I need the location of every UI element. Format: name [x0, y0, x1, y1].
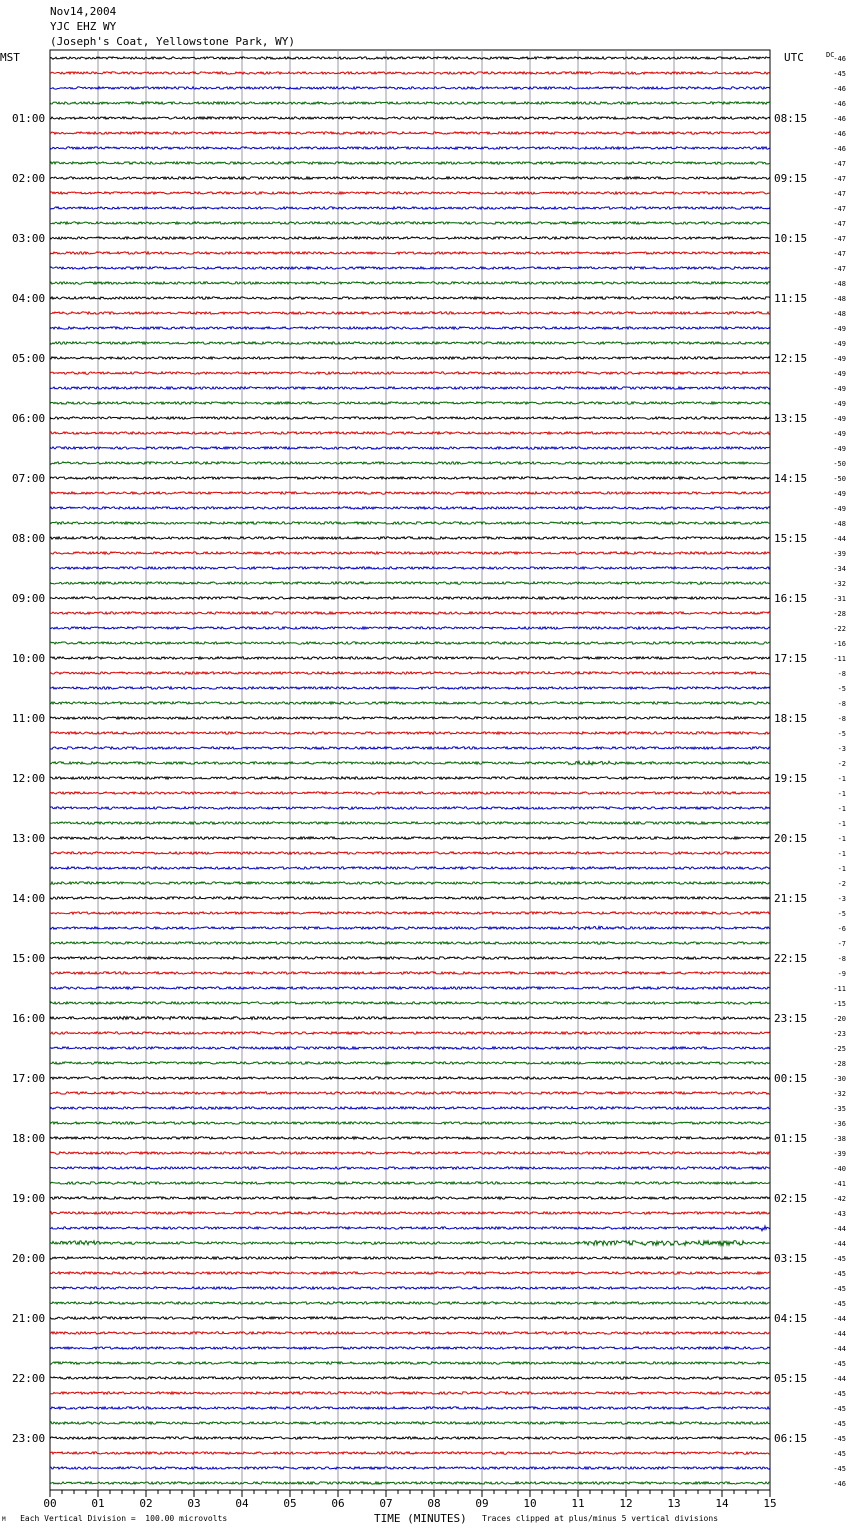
dc-offset-label: -46: [833, 85, 846, 93]
x-tick-label: 13: [667, 1497, 681, 1510]
dc-offset-label: -46: [833, 100, 846, 108]
dc-offset-label: -49: [833, 325, 846, 333]
header-station: YJC EHZ WY: [50, 20, 117, 33]
seismic-trace: [50, 1422, 770, 1424]
seismic-trace: [50, 1437, 770, 1439]
x-tick-label: 02: [139, 1497, 153, 1510]
seismic-trace: [50, 222, 770, 224]
dc-offset-label: -47: [833, 205, 846, 213]
dc-offset-label: -28: [833, 1060, 846, 1068]
seismic-trace: [50, 1226, 770, 1231]
seismic-trace: [50, 1241, 770, 1246]
seismic-trace: [50, 1197, 770, 1199]
dc-offset-label: -34: [833, 565, 846, 573]
dc-offset-label: -8: [837, 715, 846, 723]
seismic-trace: [50, 1467, 770, 1469]
seismic-trace: [50, 177, 770, 179]
seismic-trace: [50, 732, 770, 734]
utc-hour-label: 04:15: [774, 1312, 808, 1325]
scale-note: [2, 1514, 227, 1523]
mst-hour-label: 20:00: [12, 1252, 46, 1265]
dc-offset-label: -45: [833, 1255, 846, 1263]
x-tick-label: 00: [43, 1497, 57, 1510]
mst-hour-label: 16:00: [12, 1012, 46, 1025]
seismic-trace: [50, 582, 770, 584]
seismic-trace: [50, 327, 770, 329]
seismic-trace: [50, 387, 770, 389]
utc-hour-label: 06:15: [774, 1432, 808, 1445]
dc-offset-label: -22: [833, 625, 846, 633]
seismic-trace: [50, 807, 770, 809]
seismic-trace: [50, 447, 770, 449]
dc-offset-label: -15: [833, 1000, 846, 1008]
x-tick-label: 03: [187, 1497, 201, 1510]
seismic-trace: [50, 237, 770, 239]
seismic-trace: [50, 761, 770, 765]
seismic-trace: [50, 1377, 770, 1379]
dc-offset-label: -45: [833, 1285, 846, 1293]
dc-offset-label: -47: [833, 160, 846, 168]
dc-axis-label: DC: [826, 51, 835, 59]
seismic-trace: [50, 837, 770, 839]
seismic-trace: [50, 537, 770, 539]
seismic-trace: [50, 897, 770, 899]
seismic-trace: [50, 1407, 770, 1409]
dc-offset-label: -44: [833, 1240, 846, 1248]
mst-hour-label: 13:00: [12, 832, 46, 845]
seismic-trace: [50, 507, 770, 509]
seismic-trace: [50, 1287, 770, 1289]
dc-offset-label: -46: [833, 1480, 846, 1488]
seismic-trace: [50, 147, 770, 149]
dc-offset-label: -1: [837, 805, 846, 813]
utc-hour-label: 20:15: [774, 832, 808, 845]
utc-hour-label: 02:15: [774, 1192, 808, 1205]
utc-hour-label: 19:15: [774, 772, 808, 785]
mst-hour-label: 12:00: [12, 772, 46, 785]
seismic-trace: [50, 926, 770, 929]
dc-offset-label: -44: [833, 1375, 846, 1383]
seismic-trace: [50, 1392, 770, 1394]
dc-offset-label: -23: [833, 1030, 846, 1038]
dc-offset-label: -49: [833, 385, 846, 393]
utc-hour-label: 23:15: [774, 1012, 808, 1025]
utc-hour-label: 21:15: [774, 892, 808, 905]
dc-offset-label: -41: [833, 1180, 846, 1188]
x-tick-label: 07: [379, 1497, 393, 1510]
seismic-trace: [50, 1182, 770, 1184]
seismic-trace: [50, 102, 770, 104]
dc-offset-label: -11: [833, 985, 846, 993]
dc-offset-label: -50: [833, 475, 846, 483]
seismic-trace: [50, 252, 770, 254]
x-tick-label: 06: [331, 1497, 345, 1510]
seismic-trace: [50, 717, 770, 719]
seismic-trace: [50, 672, 770, 674]
dc-offset-label: -45: [833, 1360, 846, 1368]
seismic-trace: [50, 357, 770, 359]
dc-offset-label: -45: [833, 1465, 846, 1473]
seismic-trace: [50, 747, 770, 749]
dc-offset-label: -8: [837, 670, 846, 678]
seismic-trace: [50, 777, 770, 779]
seismic-trace: [50, 657, 770, 659]
dc-offset-label: -8: [837, 700, 846, 708]
x-tick-label: 05: [283, 1497, 297, 1510]
dc-offset-label: -49: [833, 340, 846, 348]
mst-hour-label: 21:00: [12, 1312, 46, 1325]
seismic-trace: [50, 297, 770, 299]
seismic-trace: [50, 642, 770, 644]
mst-axis-label: MST: [0, 51, 20, 64]
dc-offset-labels: [833, 55, 846, 1488]
seismic-trace: [50, 1047, 770, 1049]
dc-offset-label: -3: [837, 895, 846, 903]
dc-offset-label: -32: [833, 1090, 846, 1098]
seismic-trace: [50, 192, 770, 194]
seismic-trace: [50, 1092, 770, 1094]
dc-offset-label: -5: [837, 730, 846, 738]
seismic-trace: [50, 822, 770, 824]
seismic-trace: [50, 567, 770, 569]
seismic-trace: [50, 1077, 770, 1079]
mst-hour-label: 07:00: [12, 472, 46, 485]
dc-offset-label: -47: [833, 265, 846, 273]
dc-offset-label: -7: [837, 940, 846, 948]
seismic-trace: [50, 1017, 770, 1020]
dc-offset-label: -44: [833, 535, 846, 543]
dc-offset-label: -2: [837, 760, 846, 768]
x-tick-label: 12: [619, 1497, 633, 1510]
x-tick-label: 01: [91, 1497, 105, 1510]
dc-offset-label: -40: [833, 1165, 846, 1173]
dc-offset-label: -46: [833, 130, 846, 138]
seismic-trace: [50, 1122, 770, 1124]
seismic-trace: [50, 1152, 770, 1154]
x-tick-label: 08: [427, 1497, 441, 1510]
seismic-trace: [50, 1347, 770, 1349]
dc-offset-label: -46: [833, 55, 846, 63]
seismic-trace: [50, 492, 770, 494]
dc-offset-label: -1: [837, 865, 846, 873]
dc-offset-label: -32: [833, 580, 846, 588]
seismic-trace: [50, 1032, 770, 1034]
utc-hour-label: 10:15: [774, 232, 808, 245]
seismic-trace: [50, 612, 770, 614]
x-tick-label: 04: [235, 1497, 249, 1510]
mst-hour-label: 23:00: [12, 1432, 46, 1445]
utc-hour-labels: [774, 112, 807, 1445]
seismic-trace: [50, 1332, 770, 1334]
utc-hour-label: 14:15: [774, 472, 808, 485]
dc-offset-label: -47: [833, 190, 846, 198]
seismic-trace: [50, 1362, 770, 1364]
dc-offset-label: -6: [837, 925, 846, 933]
mst-hour-label: 10:00: [12, 652, 46, 665]
dc-offset-label: -48: [833, 520, 846, 528]
utc-hour-label: 16:15: [774, 592, 808, 605]
dc-offset-label: -47: [833, 220, 846, 228]
mst-hour-label: 17:00: [12, 1072, 46, 1085]
utc-hour-label: 09:15: [774, 172, 808, 185]
seismic-trace: [50, 957, 770, 959]
mst-hour-label: 19:00: [12, 1192, 46, 1205]
dc-offset-label: -38: [833, 1135, 846, 1143]
dc-offset-label: -49: [833, 355, 846, 363]
dc-offset-label: -1: [837, 775, 846, 783]
seismic-trace: [50, 402, 770, 404]
seismic-trace: [50, 57, 770, 59]
dc-offset-label: -45: [833, 1405, 846, 1413]
dc-offset-label: -1: [837, 790, 846, 798]
dc-offset-label: -47: [833, 235, 846, 243]
seismic-trace: [50, 162, 770, 164]
dc-offset-label: -1: [837, 835, 846, 843]
seismic-trace: [50, 552, 770, 554]
utc-hour-label: 11:15: [774, 292, 808, 305]
seismic-trace: [50, 1317, 770, 1319]
dc-offset-label: -43: [833, 1210, 846, 1218]
seismic-trace: [50, 1062, 770, 1064]
seismic-trace: [50, 882, 770, 884]
seismic-trace: [50, 207, 770, 209]
seismic-trace: [50, 1452, 770, 1454]
dc-offset-label: -9: [837, 970, 846, 978]
dc-offset-label: -48: [833, 280, 846, 288]
utc-hour-label: 13:15: [774, 412, 808, 425]
dc-offset-label: -25: [833, 1045, 846, 1053]
dc-offset-label: -49: [833, 400, 846, 408]
trace-group: [50, 57, 770, 1484]
dc-offset-label: -1: [837, 850, 846, 858]
scale-note-text: Each Vertical Division = 100.00 microvolts: [20, 1514, 228, 1523]
mst-hour-labels: [12, 112, 45, 1445]
mst-hour-label: 04:00: [12, 292, 46, 305]
mst-hour-label: 03:00: [12, 232, 46, 245]
utc-hour-label: 05:15: [774, 1372, 808, 1385]
utc-hour-label: 12:15: [774, 352, 808, 365]
mst-hour-label: 18:00: [12, 1132, 46, 1145]
dc-offset-label: -47: [833, 250, 846, 258]
mst-hour-label: 14:00: [12, 892, 46, 905]
dc-offset-label: -39: [833, 550, 846, 558]
seismic-trace: [50, 1137, 770, 1139]
seismic-trace: [50, 1002, 770, 1004]
dc-offset-label: -47: [833, 175, 846, 183]
x-axis-title: TIME (MINUTES): [374, 1512, 467, 1525]
seismic-trace: [50, 987, 770, 989]
seismic-trace: [50, 117, 770, 119]
dc-offset-label: -48: [833, 310, 846, 318]
dc-offset-label: -46: [833, 145, 846, 153]
dc-offset-label: -45: [833, 1435, 846, 1443]
seismic-trace: [50, 942, 770, 944]
x-tick-label: 09: [475, 1497, 489, 1510]
seismic-trace: [50, 912, 770, 914]
dc-offset-label: -45: [833, 1300, 846, 1308]
seismic-trace: [50, 342, 770, 344]
dc-offset-label: -39: [833, 1150, 846, 1158]
header-location: (Joseph's Coat, Yellowstone Park, WY): [50, 35, 296, 48]
dc-offset-label: -5: [837, 910, 846, 918]
seismic-trace: [50, 462, 770, 464]
dc-offset-label: -49: [833, 505, 846, 513]
utc-hour-label: 17:15: [774, 652, 808, 665]
seismic-trace: [50, 1302, 770, 1304]
dc-offset-label: -50: [833, 460, 846, 468]
dc-offset-label: -20: [833, 1015, 846, 1023]
dc-offset-label: -35: [833, 1105, 846, 1113]
dc-offset-label: -49: [833, 370, 846, 378]
dc-offset-label: -45: [833, 70, 846, 78]
seismic-trace: [50, 687, 770, 689]
utc-hour-label: 15:15: [774, 532, 808, 545]
seismic-trace: [50, 1212, 770, 1214]
utc-hour-label: 22:15: [774, 952, 808, 965]
seismic-trace: [50, 972, 770, 974]
header-date: Nov14,2004: [50, 5, 117, 18]
dc-offset-label: -16: [833, 640, 846, 648]
mst-hour-label: 05:00: [12, 352, 46, 365]
dc-offset-label: -42: [833, 1195, 846, 1203]
seismic-trace: [50, 702, 770, 704]
mst-hour-label: 08:00: [12, 532, 46, 545]
dc-offset-label: -44: [833, 1330, 846, 1338]
seismic-trace: [50, 417, 770, 419]
dc-offset-label: -11: [833, 655, 846, 663]
clip-note: Traces clipped at plus/minus 5 vertical divisions: [482, 1514, 719, 1523]
dc-offset-label: -48: [833, 295, 846, 303]
seismic-trace: [50, 1107, 770, 1109]
dc-offset-label: -1: [837, 820, 846, 828]
mst-hour-label: 09:00: [12, 592, 46, 605]
seismic-trace: [50, 1167, 770, 1169]
mst-hour-label: 01:00: [12, 112, 46, 125]
seismic-trace: [50, 87, 770, 89]
dc-offset-label: -49: [833, 415, 846, 423]
seismic-trace: [50, 432, 770, 434]
dc-offset-label: -45: [833, 1420, 846, 1428]
utc-hour-label: 01:15: [774, 1132, 808, 1145]
x-tick-label: 11: [571, 1497, 585, 1510]
dc-offset-label: -30: [833, 1075, 846, 1083]
x-tick-label: 10: [523, 1497, 537, 1510]
utc-axis-label: UTC: [784, 51, 804, 64]
dc-offset-label: -44: [833, 1345, 846, 1353]
dc-offset-label: -44: [833, 1315, 846, 1323]
seismic-trace: [50, 282, 770, 284]
dc-offset-label: -44: [833, 1225, 846, 1233]
seismic-trace: [50, 1257, 770, 1259]
mst-hour-label: 22:00: [12, 1372, 46, 1385]
seismic-trace: [50, 867, 770, 869]
dc-offset-label: -5: [837, 685, 846, 693]
corner-mark: M: [2, 1516, 6, 1523]
mst-hour-label: 06:00: [12, 412, 46, 425]
dc-offset-label: -49: [833, 430, 846, 438]
dc-offset-label: -45: [833, 1450, 846, 1458]
seismic-trace: [50, 792, 770, 794]
dc-offset-label: -2: [837, 880, 846, 888]
dc-offset-label: -8: [837, 955, 846, 963]
mst-hour-label: 15:00: [12, 952, 46, 965]
utc-hour-label: 03:15: [774, 1252, 808, 1265]
x-tick-label: 15: [763, 1497, 777, 1510]
utc-hour-label: 18:15: [774, 712, 808, 725]
x-tick-label: 14: [715, 1497, 729, 1510]
time-axis: [43, 1490, 776, 1510]
seismic-trace: [50, 372, 770, 374]
seismic-trace: [50, 312, 770, 314]
dc-offset-label: -45: [833, 1270, 846, 1278]
seismic-trace: [50, 477, 770, 479]
dc-offset-label: -46: [833, 115, 846, 123]
seismic-trace: [50, 132, 770, 134]
seismic-trace: [50, 852, 770, 854]
dc-offset-label: -28: [833, 610, 846, 618]
dc-offset-label: -49: [833, 445, 846, 453]
seismic-trace: [50, 522, 770, 524]
dc-offset-label: -45: [833, 1390, 846, 1398]
mst-hour-label: 11:00: [12, 712, 46, 725]
utc-hour-label: 00:15: [774, 1072, 808, 1085]
seismic-trace: [50, 72, 770, 74]
seismic-trace: [50, 627, 770, 629]
dc-offset-label: -36: [833, 1120, 846, 1128]
dc-offset-label: -31: [833, 595, 846, 603]
dc-offset-label: -49: [833, 490, 846, 498]
mst-hour-label: 02:00: [12, 172, 46, 185]
dc-offset-label: -3: [837, 745, 846, 753]
seismic-trace: [50, 1272, 770, 1274]
seismic-trace: [50, 597, 770, 599]
seismic-trace: [50, 267, 770, 269]
utc-hour-label: 08:15: [774, 112, 808, 125]
seismic-trace: [50, 1482, 770, 1484]
